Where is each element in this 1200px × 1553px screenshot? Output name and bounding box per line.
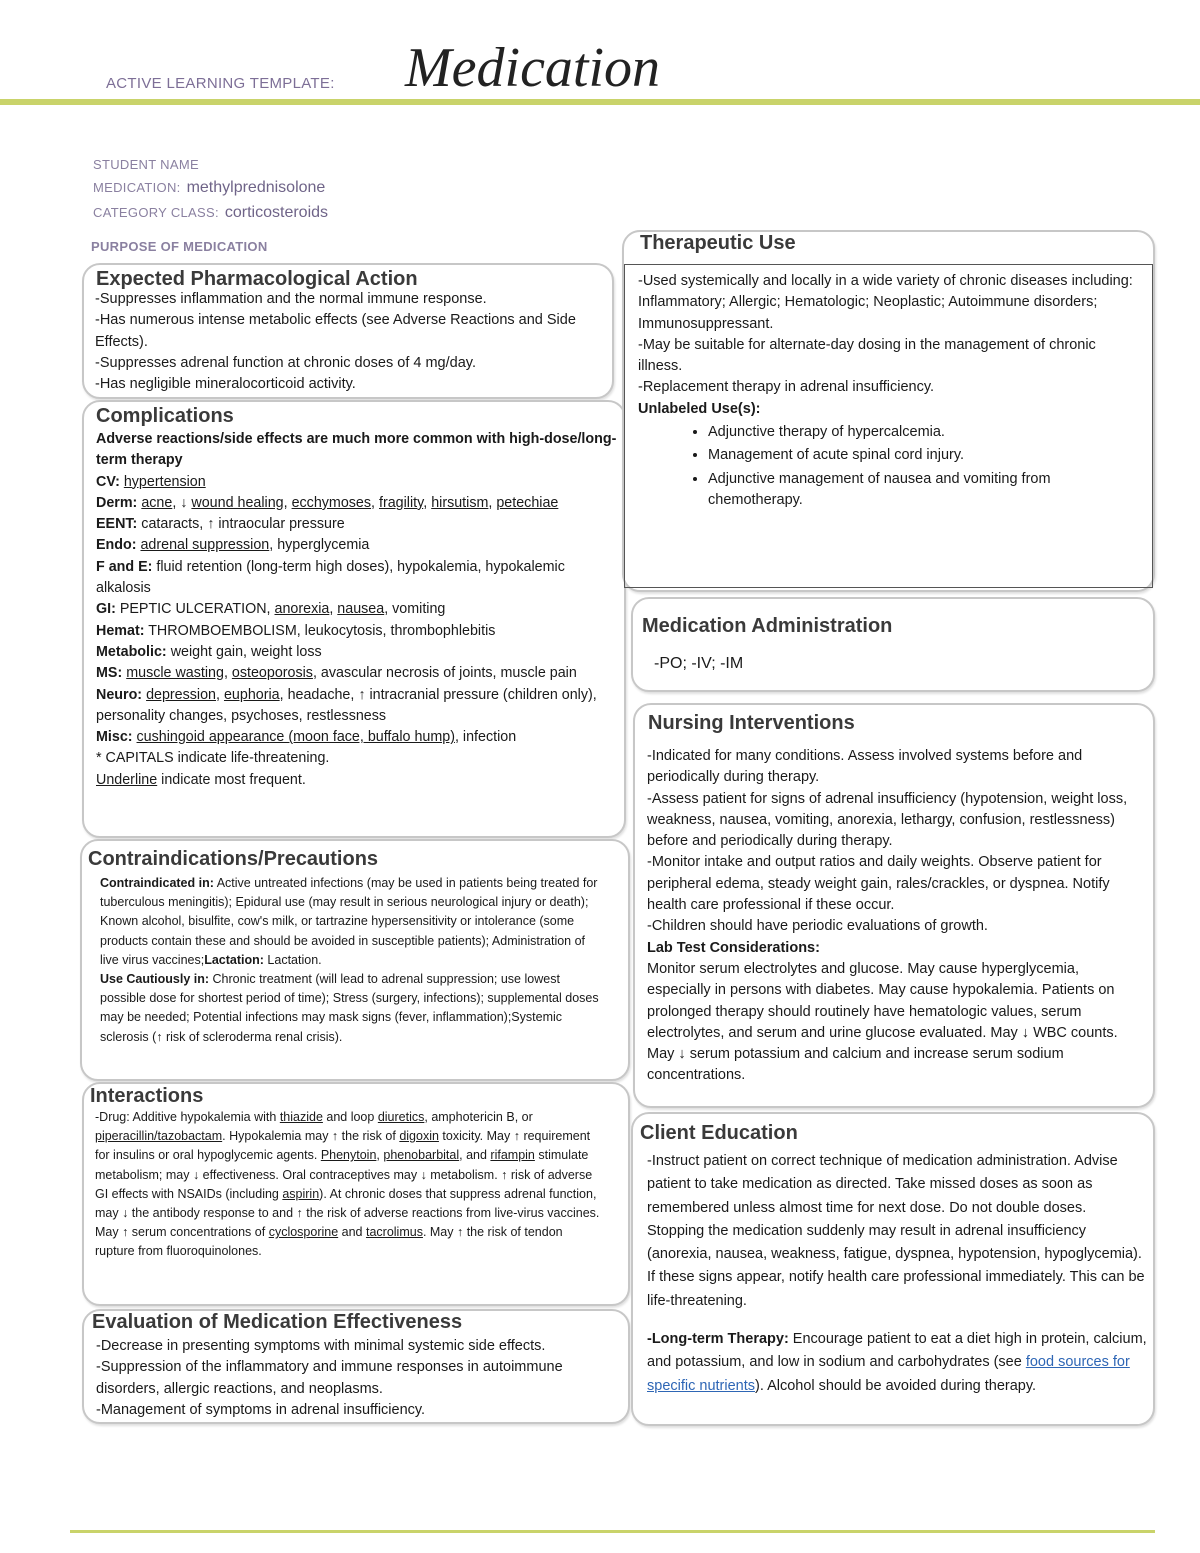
separator: , — [488, 494, 497, 511]
misc-label: Misc: — [96, 729, 133, 746]
therapeutic-use-line: -May be suitable for alternate-day dosing in the management of chronic illness. — [638, 336, 1096, 375]
contraindications-title: Contraindications/Precautions — [88, 848, 379, 870]
eent-label: EENT: — [96, 516, 138, 533]
gi-label: GI: — [96, 601, 116, 618]
interactions-text: , amphotericin B, or — [424, 1110, 533, 1124]
interactions-text: ). At chronic doses that suppress adrenal function, may ↓ the antibody response to and ↑ the risk of adverse reactions from live-virus vaccines. May ↑ serum concentrations of — [95, 1186, 600, 1240]
complications-title: Complications — [96, 405, 234, 427]
endo-text: , hyperglycemia — [269, 537, 370, 554]
drug-name: aspirin — [282, 1186, 320, 1201]
student-name-label: STUDENT NAME — [93, 157, 199, 172]
contraindications-body — [100, 874, 605, 1047]
expected-action-line: -Suppresses inflammation and the normal immune response. — [95, 291, 487, 307]
derm-item: ecchymoses — [291, 494, 372, 511]
drug-name: rifampin — [490, 1148, 535, 1163]
ms-text: , avascular necrosis of joints, muscle pain — [312, 665, 577, 682]
ms-item: muscle wasting — [126, 665, 224, 682]
evaluation-title: Evaluation of Medication Effectiveness — [92, 1311, 463, 1333]
category-label: CATEGORY CLASS: — [93, 205, 219, 220]
eent-text: cataracts, ↑ intraocular pressure — [141, 516, 345, 533]
lactation-text: Lactation. — [263, 952, 322, 967]
long-term-therapy-end: ). Alcohol should be avoided during therapy. — [755, 1377, 1037, 1394]
unlabeled-use-item: • Management of acute spinal cord injury. — [708, 445, 1138, 466]
metabolic-text: weight gain, weight loss — [170, 643, 322, 660]
drug-name: phenobarbital — [383, 1148, 460, 1163]
cv-item: hypertension — [123, 473, 206, 490]
separator: , — [371, 494, 379, 511]
expected-action-body — [95, 289, 605, 395]
therapeutic-use-body — [638, 271, 1138, 511]
header-divider — [0, 99, 1200, 105]
footer-divider — [70, 1530, 1155, 1533]
medication-label: MEDICATION: — [93, 180, 181, 195]
drug-name: digoxin — [399, 1129, 439, 1144]
administration-title: Medication Administration — [642, 615, 893, 637]
template-label: ACTIVE LEARNING TEMPLATE: — [106, 75, 335, 92]
complications-body — [96, 429, 620, 791]
interactions-text: , — [376, 1148, 384, 1163]
interactions-text: toxicity. May ↑ requirement for insulins or oral hypoglycemic agents. — [95, 1129, 591, 1163]
interactions-text: and — [338, 1225, 366, 1240]
client-education-title: Client Education — [640, 1122, 798, 1144]
derm-item: wound healing — [191, 494, 284, 511]
drug-name: cyclosporine — [268, 1225, 339, 1240]
client-education-body — [647, 1150, 1147, 1398]
ms-label: MS: — [96, 665, 123, 682]
gi-text: PEPTIC ULCERATION, — [119, 601, 271, 618]
purpose-label: PURPOSE OF MEDICATION — [91, 239, 268, 254]
lab-test-text: Monitor serum electrolytes and glucose. May cause hyperglycemia, especially in persons with diabetes. May cause hypokalemia. Patients on prolonged therapy should routinely have hematologic values, serum electrolytes, and serum and urine glucose evaluated. May ↓ WBC counts. May ↓ serum potassium and calcium and increase serum sodium concentrations. — [647, 960, 1118, 1084]
client-education-text: -Instruct patient on correct technique of medication administration. Advise patient to take medication as directed. Take missed doses as soon as remembered unless almost time for next dose. Do not double doses. Stopping the medication suddenly may result in adrenal insufficiency (anorexia, nausea, weakness, fatigue, dyspnea, hypotension, hypoglycemia). If these signs appear, notify health care professional immediately. This can be life-threatening. — [647, 1153, 1145, 1309]
neuro-label: Neuro: — [96, 686, 143, 703]
ms-item: osteoporosis — [231, 665, 313, 682]
derm-item: fragility — [379, 494, 424, 511]
long-term-therapy-label: -Long-term Therapy: — [647, 1331, 789, 1348]
drug-name: Phenytoin — [320, 1148, 377, 1163]
neuro-text: , headache, ↑ intracranial pressure (children only), personality changes, psychoses, restlessness — [96, 686, 597, 724]
gi-item: nausea — [337, 601, 385, 618]
interactions-text: and loop — [322, 1110, 378, 1124]
interactions-text: . Hypokalemia may ↑ the risk of — [222, 1129, 400, 1144]
therapeutic-use-line: -Replacement therapy in adrenal insufficiency. — [638, 379, 935, 396]
long-term-therapy-text: Encourage patient to eat a diet high in protein, calcium, and potassium, and low in sodium and carbohydrates (see — [647, 1331, 1147, 1371]
lab-test-label: Lab Test Considerations: — [647, 939, 820, 956]
drug-name: tacrolimus — [365, 1225, 423, 1240]
underline-note-text: indicate most frequent. — [157, 771, 306, 788]
separator: , — [283, 494, 292, 511]
separator: , — [216, 686, 224, 703]
gi-text: , vomiting — [384, 601, 446, 618]
use-cautiously-text: Chronic treatment (will lead to adrenal suppression; use lowest possible dose for shortest period of time); Stress (surgery, infections); supplemental doses may be needed; Potential infections may mask signs (fever, inflammation);Systemic sclerosis (↑ risk of scleroderma renal crisis). — [100, 972, 599, 1044]
expected-action-line: -Suppresses adrenal function at chronic doses of 4 mg/day. — [95, 354, 476, 371]
nursing-line: -Indicated for many conditions. Assess involved systems before and periodically during therapy. — [647, 748, 1083, 786]
neuro-item: depression — [146, 686, 217, 703]
unlabeled-use-item: • Adjunctive therapy of hypercalcemia. — [708, 422, 1138, 443]
interactions-body — [95, 1108, 605, 1262]
evaluation-line: -Management of symptoms in adrenal insufficiency. — [96, 1401, 426, 1418]
evaluation-body — [96, 1336, 616, 1421]
neuro-item: euphoria — [223, 686, 280, 703]
hemat-label: Hemat: — [96, 622, 145, 639]
interactions-text: stimulate metabolism; may ↓ effectiveness. Oral contraceptives may ↓ metabolism. ↑ risk of adverse GI effects with NSAIDs (including — [95, 1148, 593, 1201]
interactions-text: -Drug: Additive hypokalemia with — [95, 1110, 280, 1124]
misc-item: cushingoid appearance (moon face, buffalo hump) — [136, 729, 455, 746]
fe-text: fluid retention (long-term high doses), hypokalemia, hypokalemic alkalosis — [96, 558, 565, 597]
therapeutic-use-line: -Used systemically and locally in a wide variety of chronic diseases including: Inflammatory; Allergic; Hematologic; Neoplastic; Autoimmune disorders; Immunosuppressant. — [638, 273, 1133, 332]
expected-action-line: -Has numerous intense metabolic effects (see Adverse Reactions and Side Effects). — [95, 312, 576, 350]
nursing-interventions-title: Nursing Interventions — [648, 712, 855, 734]
evaluation-line: -Decrease in presenting symptoms with minimal systemic side effects. — [96, 1338, 546, 1354]
evaluation-line: -Suppression of the inflammatory and immune responses in autoimmune disorders, allergic reactions, and neoplasms. — [96, 1359, 563, 1397]
drug-name: diuretics — [377, 1110, 425, 1124]
derm-item: hirsutism — [431, 494, 489, 511]
expected-action-title: Expected Pharmacological Action — [96, 268, 418, 290]
unlabeled-use-label: Unlabeled Use(s): — [638, 400, 761, 417]
food-sources-link[interactable]: food sources for specific nutrients — [647, 1354, 1130, 1394]
drug-name: thiazide — [279, 1110, 323, 1124]
unlabeled-use-item: • Adjunctive management of nausea and vomiting from chemotherapy. — [708, 469, 1138, 512]
nursing-line: -Children should have periodic evaluations of growth. — [647, 918, 988, 935]
therapeutic-use-title: Therapeutic Use — [640, 232, 796, 254]
derm-item: acne — [141, 494, 173, 511]
misc-text: , infection — [454, 729, 517, 746]
interactions-title: Interactions — [90, 1085, 204, 1107]
separator: , — [223, 665, 232, 682]
interactions-text: , and — [459, 1148, 491, 1163]
nursing-interventions-body — [647, 746, 1145, 1087]
expected-action-line: -Has negligible mineralocorticoid activity. — [95, 376, 356, 393]
drug-name: piperacillin/tazobactam — [95, 1129, 223, 1144]
contraindicated-text: Active untreated infections (may be used in patients being treated for tuberculous meningitis); Epidural use (may result in serious neurological injury or death); Known alcohol, bisulfite, cow's milk, or tartrazine hypersensitivity or intolerance (some products contain these and should be avoided in susceptible patients); Administration of live virus vaccines; — [100, 876, 598, 967]
gi-item: anorexia — [274, 601, 330, 618]
capitals-note: * CAPITALS indicate life-threatening. — [96, 750, 330, 767]
interactions-text: . May ↑ the risk of tendon rupture from fluoroquinolones. — [95, 1225, 563, 1259]
contraindicated-label: Contraindicated in: — [100, 876, 214, 890]
nursing-line: -Monitor intake and output ratios and daily weights. Observe patient for peripheral edema, steady weight gain, rales/crackles, or dyspnea. Notify health care professional if these occur. — [647, 854, 1110, 914]
administration-routes: -PO; -IV; -IM — [654, 655, 744, 672]
derm-item: petechiae — [496, 494, 559, 511]
metabolic-label: Metabolic: — [96, 643, 167, 660]
hemat-text: THROMBOEMBOLISM, leukocytosis, thrombophlebitis — [148, 622, 496, 639]
derm-label: Derm: — [96, 494, 138, 511]
separator: , ↓ — [172, 494, 192, 511]
endo-item: adrenal suppression — [140, 537, 270, 554]
use-cautiously-label: Use Cautiously in: — [100, 972, 210, 987]
administration-box — [631, 597, 1155, 692]
medication-value: methylprednisolone — [186, 179, 326, 196]
nursing-line: -Assess patient for signs of adrenal insufficiency (hypotension, weight loss, weakness, nausea, vomiting, anorexia, lethargy, confusion, restlessness) before and periodically during therapy. — [647, 790, 1128, 850]
fe-label: F and E: — [96, 558, 153, 575]
endo-label: Endo: — [96, 537, 137, 554]
separator: , — [423, 494, 432, 511]
separator: , — [329, 601, 338, 618]
lactation-label: Lactation: — [204, 952, 264, 967]
underline-note-keyword: Underline — [96, 771, 158, 788]
page-title: Medication — [405, 37, 661, 99]
medication-row — [93, 179, 325, 197]
category-row — [93, 204, 328, 222]
complications-intro: Adverse reactions/side effects are much more common with high-dose/long-term therapy — [96, 431, 617, 469]
cv-label: CV: — [96, 473, 120, 490]
category-value: corticosteroids — [224, 204, 329, 221]
